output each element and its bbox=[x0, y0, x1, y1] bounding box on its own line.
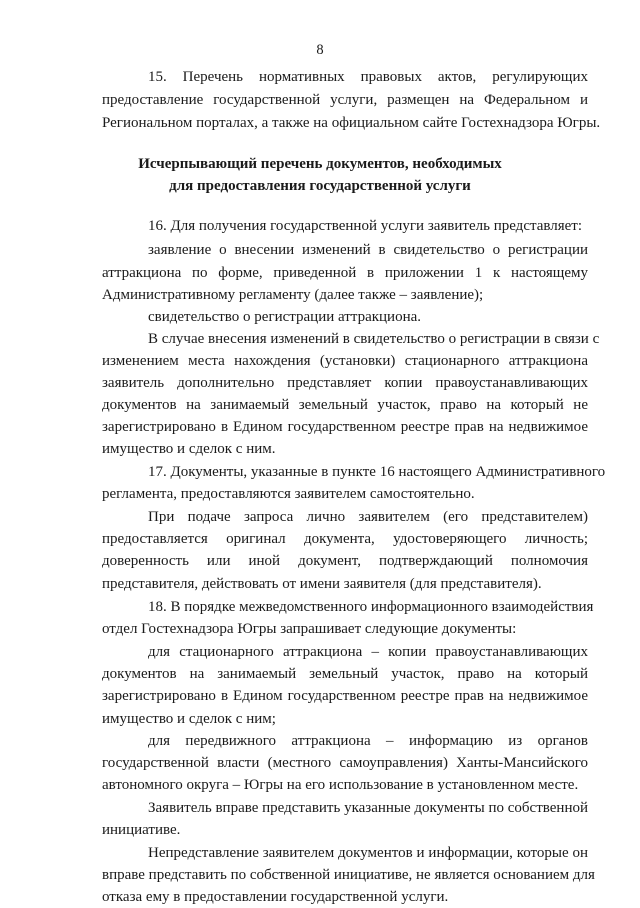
paragraph-18a-line-1: для стационарного аттракциона – копии правоустанавливающих bbox=[148, 644, 588, 660]
paragraph-16b-line-5: зарегистрировано в Едином государственном реестре прав на недвижимое bbox=[102, 419, 588, 435]
paragraph-17b-line-2: предоставляется оригинал документа, удостоверяющего личность; bbox=[102, 531, 588, 547]
paragraph-16b-line-1: В случае внесения изменений в свидетельство о регистрации в связи с bbox=[148, 331, 600, 347]
paragraph-18a-line-4: имущество и сделок с ним; bbox=[102, 711, 276, 727]
paragraph-17b-line-3: доверенность или иной документ, подтверждающий полномочия bbox=[102, 553, 588, 569]
paragraph-18-line-2: отдел Гостехнадзора Югры запрашивает следующие документы: bbox=[102, 621, 517, 637]
paragraph-17b-line-4: представителя, действовать от имени заявителя (для представителя). bbox=[102, 576, 542, 592]
paragraph-15-line-2: предоставление государственной услуги, размещен на Федеральном и bbox=[102, 92, 588, 108]
paragraph-18b-line-1: для передвижного аттракциона – информацию из органов bbox=[148, 733, 588, 749]
paragraph-16b-line-4: документов на занимаемый земельный участок, право на который не bbox=[102, 397, 588, 413]
paragraph-18a-line-2: документов на занимаемый земельный участок, право на который bbox=[102, 666, 588, 682]
paragraph-15-line-3: Региональном порталах, а также на официальном сайте Гостехнадзора Югры. bbox=[102, 115, 601, 131]
paragraph-18b-line-2: государственной власти (местного самоуправления) Ханты-Мансийского bbox=[102, 755, 588, 771]
paragraph-18c-line-2: инициативе. bbox=[102, 822, 181, 838]
section-heading-line-2: для предоставления государственной услуги bbox=[169, 178, 471, 194]
paragraph-18a-line-3: зарегистрировано в Едином государственном реестре прав на недвижимое bbox=[102, 688, 588, 704]
paragraph-15-line-1: 15. Перечень нормативных правовых актов, регулирующих bbox=[148, 69, 588, 85]
paragraph-16-line-5: свидетельство о регистрации аттракциона. bbox=[148, 309, 422, 325]
page-number: 8 bbox=[316, 42, 324, 58]
paragraph-18d-line-2: вправе представить по собственной инициативе, не является основанием для bbox=[102, 867, 595, 883]
paragraph-18d-line-1: Непредставление заявителем документов и информации, которые он bbox=[148, 845, 588, 861]
paragraph-17-line-1: 17. Документы, указанные в пункте 16 настоящего Административного bbox=[148, 464, 606, 480]
paragraph-16b-line-3: заявитель дополнительно представляет копии правоустанавливающих bbox=[102, 375, 588, 391]
paragraph-16-line-3: аттракциона по форме, приведенной в приложении 1 к настоящему bbox=[102, 265, 588, 281]
paragraph-17-line-2: регламента, предоставляются заявителем самостоятельно. bbox=[102, 486, 475, 502]
section-heading-line-1: Исчерпывающий перечень документов, необходимых bbox=[138, 156, 502, 172]
paragraph-16-line-4: Административному регламенту (далее также – заявление); bbox=[102, 287, 484, 303]
paragraph-16-line-2: заявление о внесении изменений в свидетельство о регистрации bbox=[148, 242, 588, 258]
paragraph-18d-line-3: отказа ему в предоставлении государственной услуги. bbox=[102, 889, 449, 905]
paragraph-17b-line-1: При подаче запроса лично заявителем (его представителем) bbox=[148, 509, 588, 525]
paragraph-18b-line-3: автономного округа – Югры на его использование в установленном месте. bbox=[102, 777, 579, 793]
paragraph-18-line-1: 18. В порядке межведомственного информационного взаимодействия bbox=[148, 599, 594, 615]
paragraph-16-line-1: 16. Для получения государственной услуги заявитель представляет: bbox=[148, 218, 583, 234]
paragraph-16b-line-6: имущество и сделок с ним. bbox=[102, 441, 276, 457]
paragraph-18c-line-1: Заявитель вправе представить указанные документы по собственной bbox=[148, 800, 588, 816]
paragraph-16b-line-2: изменением места нахождения (установки) стационарного аттракциона bbox=[102, 353, 588, 369]
